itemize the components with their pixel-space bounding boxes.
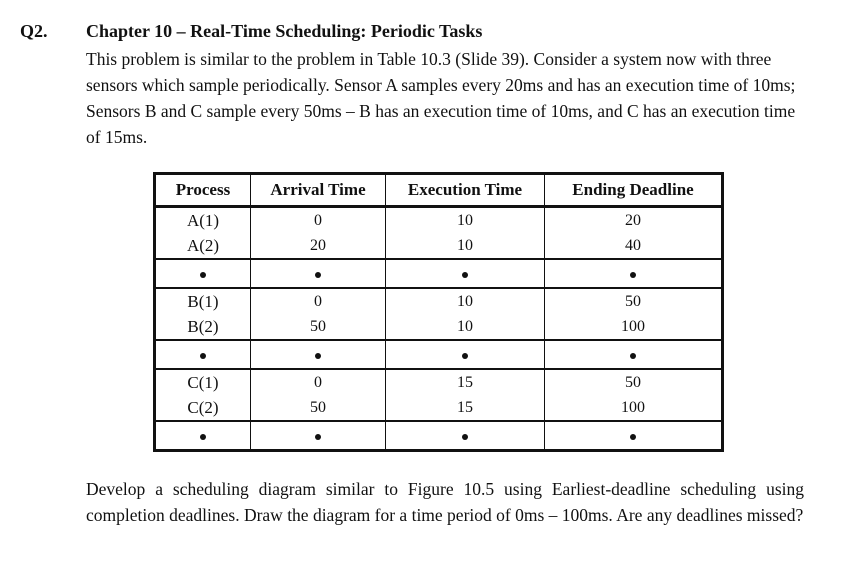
ellipsis-dot (155, 421, 251, 451)
ellipsis-dot (155, 340, 251, 369)
arrival-cell: 0 (251, 207, 386, 234)
ellipsis-dot (251, 421, 386, 451)
question-title: Chapter 10 – Real-Time Scheduling: Periodic Tasks (86, 21, 483, 41)
question-outro: Develop a scheduling diagram similar to Figure 10.5 using Earliest-deadline scheduling using completion deadlines. Draw the diagram for a time period of 0ms – 100ms. Are any deadlines missed? (86, 479, 804, 525)
process-cell: C(2) (155, 395, 251, 421)
bullet-dot (462, 434, 468, 440)
deadline-cell: 50 (545, 369, 723, 395)
execution-cell: 10 (386, 288, 545, 314)
header-ending-deadline: Ending Deadline (545, 174, 723, 207)
arrival-cell: 20 (251, 233, 386, 259)
bullet-dot (200, 434, 206, 440)
ellipsis-dot (386, 340, 545, 369)
bullet-dot (200, 353, 206, 359)
arrival-cell: 0 (251, 369, 386, 395)
ellipsis-dot (155, 259, 251, 288)
deadline-cell: 100 (545, 395, 723, 421)
table-row (155, 207, 723, 234)
bullet-dot (200, 272, 206, 278)
table-row (155, 233, 723, 259)
process-cell: A(1) (155, 207, 251, 234)
bullet-dot (630, 353, 636, 359)
execution-cell: 15 (386, 369, 545, 395)
header-arrival-time: Arrival Time (251, 174, 386, 207)
table-row (155, 314, 723, 340)
ellipsis-dot (251, 340, 386, 369)
arrival-cell: 50 (251, 314, 386, 340)
question-number: Q2. (20, 21, 48, 41)
deadline-cell: 50 (545, 288, 723, 314)
ellipsis-row (155, 259, 723, 288)
bullet-dot (462, 272, 468, 278)
process-cell: A(2) (155, 233, 251, 259)
bullet-dot (315, 434, 321, 440)
arrival-cell: 50 (251, 395, 386, 421)
table-row (155, 288, 723, 314)
deadline-cell: 40 (545, 233, 723, 259)
deadline-cell: 20 (545, 207, 723, 234)
table-header-row (155, 174, 723, 207)
bullet-dot (630, 434, 636, 440)
bullet-dot (630, 272, 636, 278)
execution-cell: 10 (386, 314, 545, 340)
bullet-dot (462, 353, 468, 359)
ellipsis-row (155, 421, 723, 451)
ellipsis-dot (545, 340, 723, 369)
ellipsis-dot (386, 259, 545, 288)
question-intro: This problem is similar to the problem in Table 10.3 (Slide 39). Consider a system now with three sensors which sample periodically. Sensor A samples every 20ms and has an execution time of 10ms; Sensors B and C sample every 50ms – B has an execution time of 10ms, and C has an execution time of 15ms. (86, 49, 796, 147)
process-cell: C(1) (155, 369, 251, 395)
table-row (155, 369, 723, 395)
process-cell: B(1) (155, 288, 251, 314)
ellipsis-dot (545, 259, 723, 288)
header-process: Process (155, 174, 251, 207)
arrival-cell: 0 (251, 288, 386, 314)
ellipsis-dot (386, 421, 545, 451)
execution-cell: 10 (386, 207, 545, 234)
ellipsis-dot (545, 421, 723, 451)
table-row (155, 395, 723, 421)
execution-cell: 10 (386, 233, 545, 259)
process-cell: B(2) (155, 314, 251, 340)
process-table (153, 172, 724, 452)
deadline-cell: 100 (545, 314, 723, 340)
ellipsis-row (155, 340, 723, 369)
bullet-dot (315, 353, 321, 359)
ellipsis-dot (251, 259, 386, 288)
header-execution-time: Execution Time (386, 174, 545, 207)
execution-cell: 15 (386, 395, 545, 421)
bullet-dot (315, 272, 321, 278)
